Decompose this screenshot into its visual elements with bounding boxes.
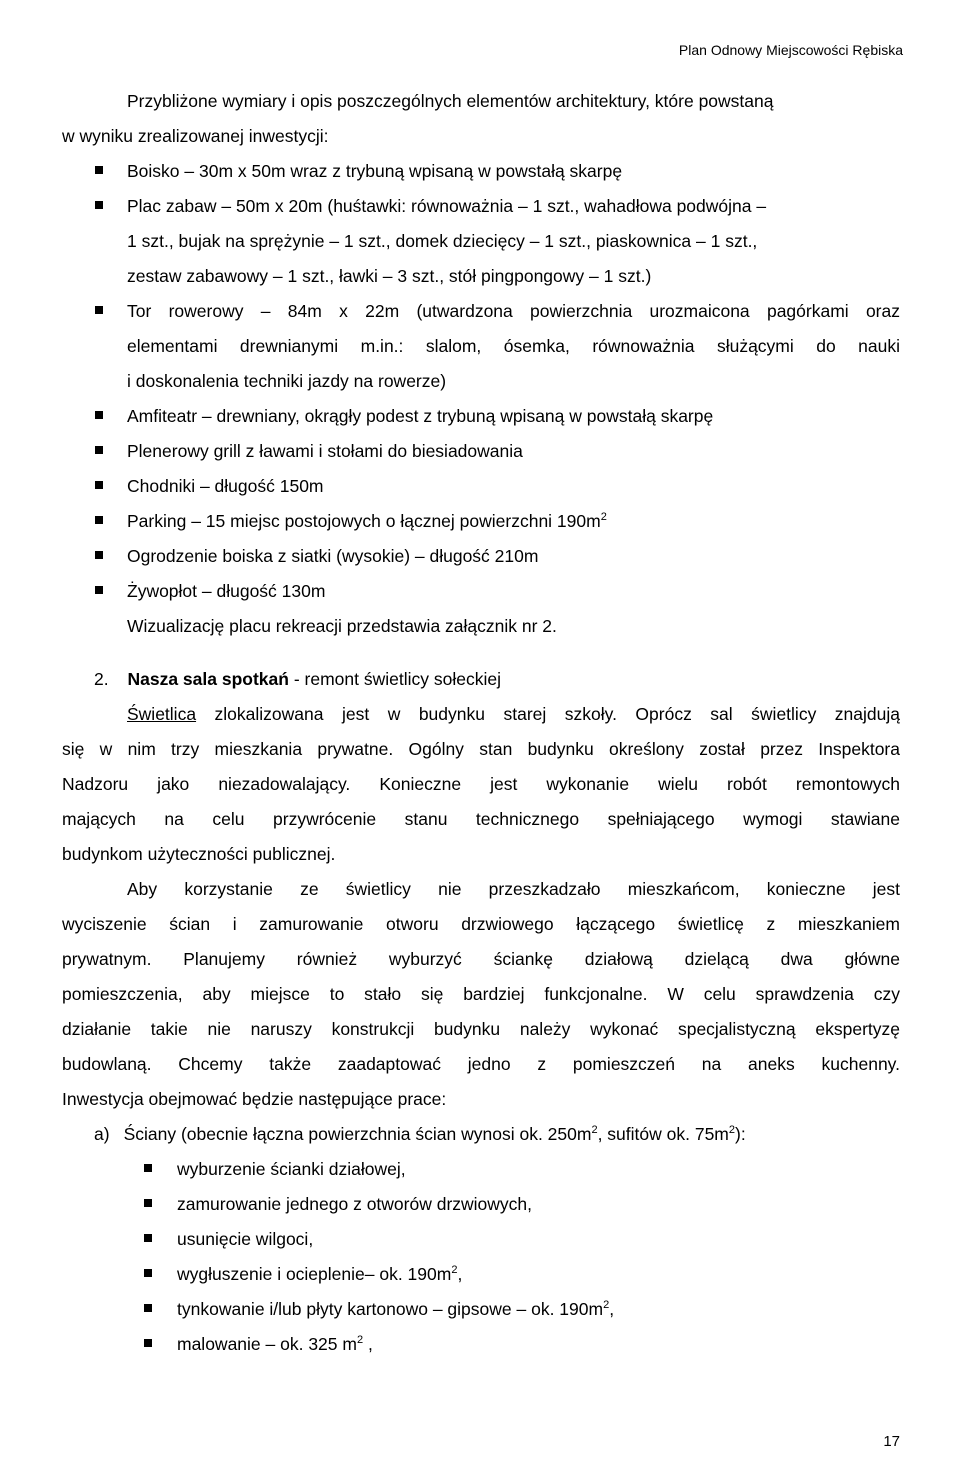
list-item-amfiteatr: Amfiteatr – drewniany, okrągły podest z trybuną wpisaną w powstałą skarpę — [62, 401, 900, 436]
bullet-square-icon — [95, 586, 103, 594]
list-item-plac-cont-2: zestaw zabawowy – 1 szt., ławki – 3 szt., stół pingpongowy – 1 szt.) — [127, 266, 652, 286]
paragraph-line: pomieszczenia, aby miejsce to stało się bardziej funkcjonalne. W celu sprawdzenia czy — [62, 984, 900, 1004]
paragraph-line: się w nim trzy mieszkania prywatne. Ogólny stan budynku określony został przez Inspektora — [62, 739, 900, 759]
superscript: 2 — [451, 1264, 458, 1277]
paragraph-2 — [62, 874, 900, 1119]
superscript: 2 — [591, 1124, 598, 1137]
list-item-tor: Tor rowerowy – 84m x 22m (utwardzona powierzchnia urozmaicona pagórkami oraz — [62, 296, 900, 331]
paragraph-line: Aby korzystanie ze świetlicy nie przeszkadzało mieszkańcom, konieczne jest — [127, 879, 900, 899]
superscript: 2 — [728, 1124, 736, 1137]
paragraph-line: działanie takie nie naruszy konstrukcji budynku należy wykonać specjalistyczną ekspertyzę — [62, 1019, 900, 1039]
intro-line-2: w wyniku zrealizowanej inwestycji: — [62, 126, 329, 146]
bullet-square-icon — [95, 166, 103, 174]
bullet-square-icon — [95, 411, 103, 419]
work-item-label: a) — [94, 1124, 110, 1144]
section-title: Nasza sala spotkań — [127, 669, 289, 689]
list-item-ogrodzenie: Ogrodzenie boiska z siatki (wysokie) – długość 210m — [62, 541, 900, 576]
list-item-chodniki: Chodniki – długość 150m — [62, 471, 900, 506]
bullet-square-icon — [95, 551, 103, 559]
bullet-square-icon — [144, 1164, 152, 1172]
sub-item: usunięcie wilgoci, — [62, 1224, 900, 1259]
paragraph-line: wyciszenie ścian i zamurowanie otworu drzwiowego łączącego świetlicę z mieszkaniem — [62, 914, 900, 934]
sub-item: zamurowanie jednego z otworów drzwiowych, — [62, 1189, 900, 1224]
paragraph-line: Inwestycja obejmować będzie następujące prace: — [62, 1089, 447, 1109]
paragraph-line: prywatnym. Planujemy również wyburzyć ściankę działową dzielącą dwa główne — [62, 949, 900, 969]
list-item-boisko: Boisko – 30m x 50m wraz z trybuną wpisaną w powstałą skarpę — [62, 156, 900, 191]
bullet-square-icon — [95, 446, 103, 454]
sub-item: malowanie – ok. 325 $m^2$ , — [62, 1329, 900, 1364]
bullet-square-icon — [144, 1304, 152, 1312]
list-item-grill: Plenerowy grill z ławami i stołami do biesiadowania — [62, 436, 900, 471]
bullet-square-icon — [144, 1269, 152, 1277]
bullet-square-icon — [95, 306, 103, 314]
section-subtitle: - remont świetlicy sołeckiej — [288, 669, 501, 689]
intro-line-1: Przybliżone wymiary i opis poszczególnych elementów architektury, które powstaną — [127, 91, 774, 111]
list-item-tor-cont-2: i doskonalenia techniki jazdy na rowerze) — [127, 371, 447, 391]
document-body — [62, 86, 900, 1364]
superscript: 2 — [356, 1334, 364, 1347]
list-item-tor-cont-1: elementami drewnianymi m.in.: slalom, ósemka, równoważnia służącymi do nauki — [127, 336, 900, 356]
superscript: 2 — [603, 1299, 610, 1312]
sub-item: wygłuszenie i ocieplenie– ok. $190m^2$, — [62, 1259, 900, 1294]
running-header: Plan Odnowy Miejscowości Rębiska — [678, 42, 903, 58]
work-item-a: a) Ściany (obecnie łączna powierzchnia ścian wynosi ok. $250m^2$, sufitów ok. $75m^2$): — [94, 1124, 746, 1144]
superscript: 2 — [600, 511, 607, 524]
list-item-parking: Parking – 15 miejsc postojowych o łącznej powierzchni $190m^2$ — [62, 506, 900, 541]
paragraph-line: budynkom użyteczności publicznej. — [62, 844, 336, 864]
paragraph-line: mających na celu przywrócenie stanu technicznego spełniającego wymogi stawiane — [62, 809, 900, 829]
list-item-plac: Plac zabaw – 50m x 20m (huśtawki: równoważnia – 1 szt., wahadłowa podwójna – — [62, 191, 900, 226]
paragraph-1 — [62, 699, 900, 874]
bullet-square-icon — [95, 201, 103, 209]
section-number: 2. — [94, 669, 109, 689]
visualization-note: Wizualizację placu rekreacji przedstawia załącznik nr 2. — [127, 616, 557, 636]
underlined-word: Świetlica — [127, 704, 197, 724]
bullet-square-icon — [144, 1339, 152, 1347]
paragraph-line: Nadzoru jako niezadowalający. Konieczne jest wykonanie wielu robót remontowych — [62, 774, 900, 794]
bullet-square-icon — [144, 1199, 152, 1207]
list-item-zywoplot: Żywopłot – długość 130m — [62, 576, 900, 611]
sub-item: wyburzenie ścianki działowej, — [62, 1154, 900, 1189]
bullet-square-icon — [144, 1234, 152, 1242]
bullet-square-icon — [95, 516, 103, 524]
paragraph-line: budowlaną. Chcemy także zaadaptować jedno z pomieszczeń na aneks kuchenny. — [62, 1054, 900, 1074]
bullet-square-icon — [95, 481, 103, 489]
section-heading — [62, 664, 900, 699]
paragraph-line: Świetlica zlokalizowana jest w budynku starej szkoły. Oprócz sal świetlicy znajdują — [127, 704, 900, 724]
sub-item: tynkowanie i/lub płyty kartonowo – gipsowe – ok. $190m^2$, — [62, 1294, 900, 1329]
list-item-plac-cont-1: 1 szt., bujak na sprężynie – 1 szt., domek dziecięcy – 1 szt., piaskownica – 1 szt., — [127, 231, 758, 251]
page-number: 17 — [883, 1433, 900, 1450]
